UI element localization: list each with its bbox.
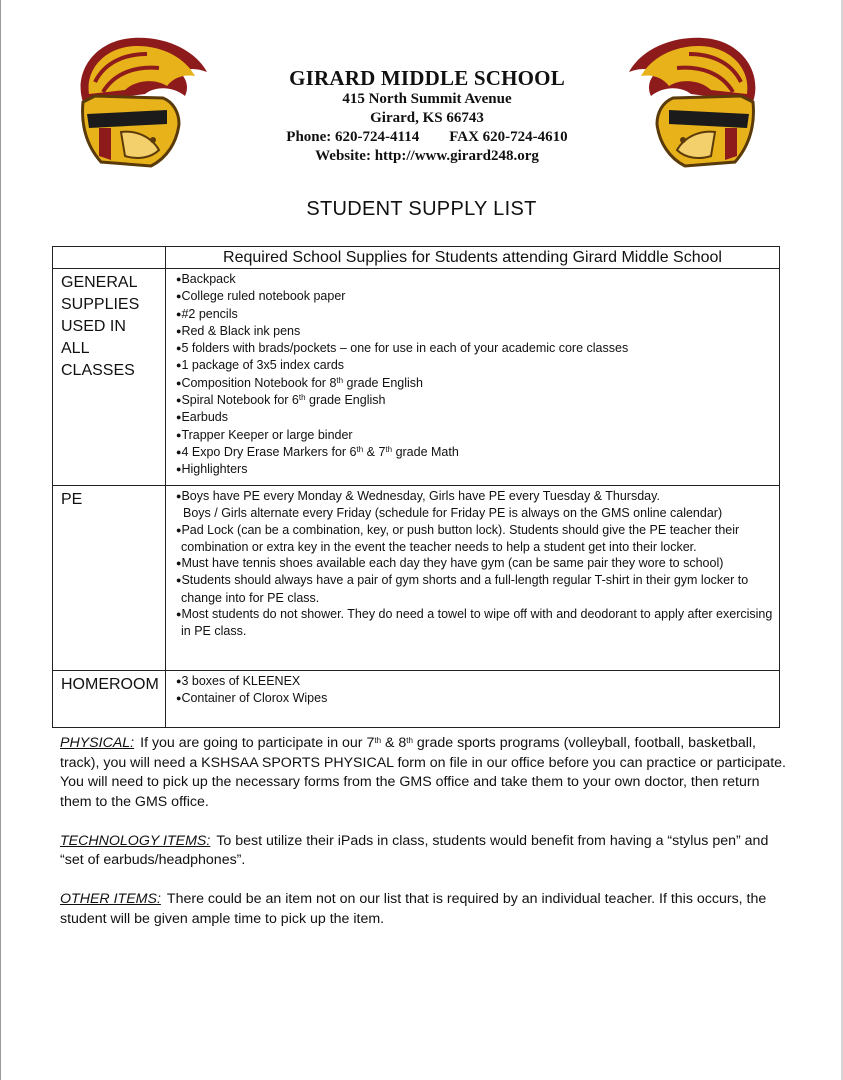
bullet-icon: ● — [176, 524, 182, 535]
item-text: 3 boxes of KLEENEX — [181, 674, 301, 688]
school-header — [222, 66, 632, 166]
category-pe — [53, 486, 166, 671]
list-item — [176, 271, 773, 288]
category-label: ALL — [61, 340, 90, 357]
bullet-icon: ● — [176, 446, 182, 457]
item-text: Pad Lock (can be a combination, key, or push button lock). Students should give the PE teacher their combination or extra key in the event the teacher needs to help a student get into their locker. — [181, 522, 740, 554]
item-text: 5 folders with brads/pockets – one for use in each of your academic core classes — [181, 341, 629, 356]
pe-schedule-note: Boys / Girls alternate every Friday (schedule for Friday PE is always on the GMS online calendar) — [183, 506, 723, 521]
item-text: College ruled notebook paper — [181, 289, 346, 304]
bullet-icon: ● — [176, 491, 182, 501]
list-item — [176, 409, 773, 426]
item-text: 1 package of 3x5 index cards — [181, 358, 345, 373]
phone-number: Phone: 620-724-4114 — [286, 129, 420, 145]
item-text: Red & Black ink pens — [181, 323, 301, 338]
list-item — [176, 606, 773, 640]
list-item — [176, 340, 773, 357]
bullet-icon: ● — [176, 412, 182, 423]
homeroom-supplies-list — [166, 671, 780, 728]
note-text: There could be an item not on our list that is required by an individual teacher. If this occurs, the student will be given ample time to pick up the item. — [60, 891, 767, 927]
list-item — [176, 572, 773, 606]
note-text: To best utilize their iPads in class, students would benefit from having a “stylus pen” and “set of earbuds/headphones”. — [60, 832, 769, 868]
item-text: #2 pencils — [181, 306, 238, 321]
list-item — [176, 444, 773, 461]
category-label: GENERAL — [61, 274, 138, 291]
item-text: Most students do not shower. They do need a towel to wipe off with and deodorant to apply after exercising in PE class. — [181, 607, 773, 639]
fax-number: FAX 620-724-4610 — [449, 129, 568, 145]
note-heading: TECHNOLOGY ITEMS: — [60, 832, 211, 849]
page-edge — [0, 0, 1, 1080]
item-text: Highlighters — [181, 462, 248, 477]
list-item — [176, 522, 773, 556]
bullet-icon: ● — [176, 325, 182, 336]
item-text: Trapper Keeper or large binder — [181, 427, 353, 442]
category-label: CLASSES — [61, 362, 135, 379]
note-other — [60, 890, 790, 929]
note-heading: PHYSICAL: — [60, 735, 135, 751]
school-website: Website: http://www.girard248.org — [315, 148, 539, 164]
category-label: SUPPLIES — [61, 296, 140, 313]
note-text: If you are going to participate in our 7th & 8th grade sports programs (volleyball, football, basketball, track), you will need a KSHSAA SPORTS PHYSICAL form on file in our office before you can practice or participate. You will need to pick up the necessary forms from the GMS office and take them to your own doctor, then return them to the GMS office. — [60, 735, 786, 810]
table-header-blank — [53, 247, 166, 269]
item-text: Boys have PE every Monday & Wednesday, Girls have PE every Tuesday & Thursday. — [181, 489, 660, 503]
supply-table — [52, 246, 780, 728]
item-text: Earbuds — [181, 410, 228, 425]
list-item — [176, 375, 773, 392]
bullet-icon: ● — [176, 291, 182, 302]
item-text: 4 Expo Dry Erase Markers for 6th & 7th grade Math — [181, 444, 459, 459]
category-homeroom — [53, 671, 166, 728]
note-physical — [60, 734, 790, 812]
bullet-icon: ● — [176, 377, 182, 388]
bullet-icon: ● — [176, 558, 182, 569]
bullet-icon: ● — [176, 429, 182, 440]
bullet-icon: ● — [176, 274, 182, 284]
list-item — [176, 288, 773, 305]
category-label: USED IN — [61, 318, 126, 335]
bullet-icon: ● — [176, 464, 182, 475]
table-header-row — [53, 247, 780, 269]
bullet-icon: ● — [176, 343, 182, 354]
table-header: Required School Supplies for Students attending Girard Middle School — [166, 247, 780, 269]
bullet-icon: ● — [176, 693, 182, 704]
list-item — [176, 690, 773, 707]
list-item — [176, 461, 773, 478]
table-row — [53, 671, 780, 728]
list-item — [176, 488, 773, 505]
item-text: Backpack — [181, 272, 236, 286]
item-text: Container of Clorox Wipes — [181, 691, 328, 706]
trojan-helmet-icon — [55, 32, 211, 172]
list-item — [176, 306, 773, 323]
category-label: HOMEROOM — [61, 676, 159, 693]
school-city: Girard, KS 66743 — [370, 110, 484, 126]
list-item — [176, 357, 773, 374]
bullet-icon: ● — [176, 609, 182, 620]
table-row — [53, 486, 780, 671]
list-item — [176, 323, 773, 340]
note-technology — [60, 832, 790, 871]
school-name: GIRARD MIDDLE SCHOOL — [289, 66, 565, 90]
table-row — [53, 269, 780, 486]
trojan-helmet-icon — [625, 32, 781, 172]
note-heading: OTHER ITEMS: — [60, 891, 161, 907]
contact-row — [222, 128, 632, 147]
list-item — [176, 427, 773, 444]
category-general — [53, 269, 166, 486]
list-item — [176, 392, 773, 409]
item-text: Students should always have a pair of gym shorts and a full-length regular T-shirt in their gym locker to change into for PE class. — [181, 573, 749, 605]
bullet-icon: ● — [176, 308, 182, 319]
bullet-icon: ● — [176, 575, 182, 586]
pe-supplies-list — [166, 486, 780, 671]
school-address: 415 North Summit Avenue — [342, 91, 512, 107]
item-text: Composition Notebook for 8th grade English — [181, 375, 423, 390]
item-text: Must have tennis shoes available each day they have gym (can be same pair they wore to school) — [181, 556, 724, 571]
bullet-icon: ● — [176, 676, 182, 686]
list-item — [176, 555, 773, 572]
bullet-icon: ● — [176, 360, 182, 371]
page-title: STUDENT SUPPLY LIST — [306, 198, 537, 220]
bullet-icon: ● — [176, 395, 182, 406]
category-label: PE — [61, 491, 83, 508]
general-supplies-list — [166, 269, 780, 486]
notes-section — [60, 734, 790, 949]
list-item — [176, 673, 773, 690]
item-text: Spiral Notebook for 6th grade English — [181, 393, 386, 408]
